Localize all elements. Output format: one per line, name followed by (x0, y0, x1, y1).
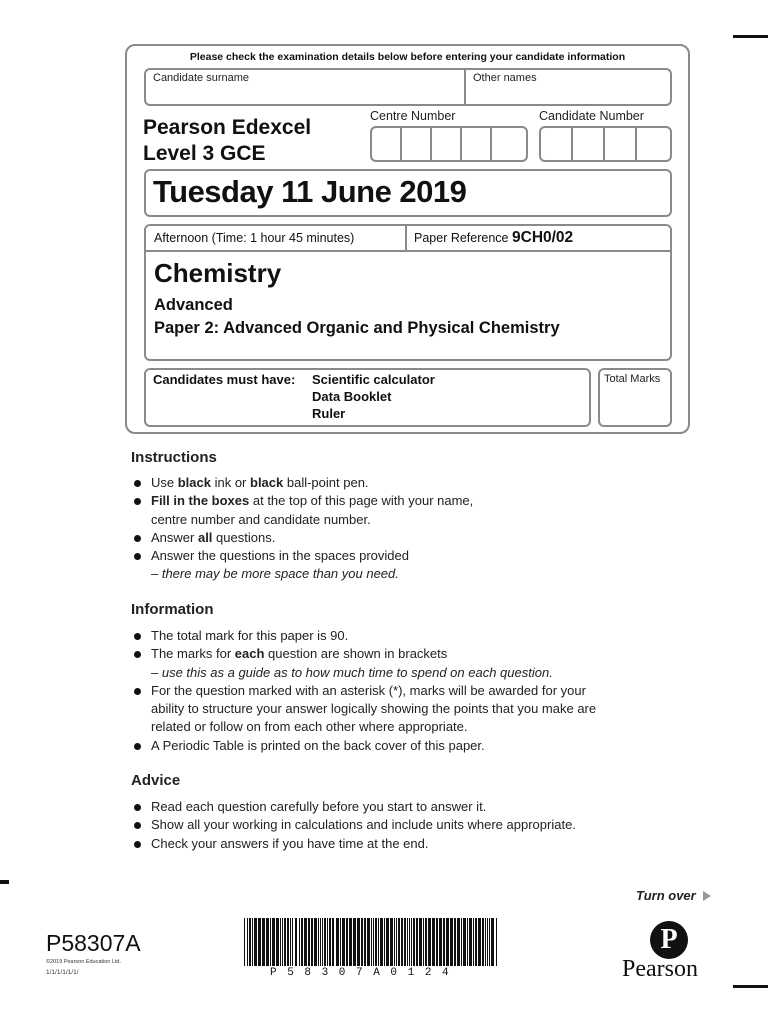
list-item: Show all your working in calculations and include units where appropriate. (132, 816, 692, 834)
centre-number-boxes[interactable] (370, 126, 528, 162)
barcode-bar (299, 918, 300, 966)
equipment-item: Data Booklet (312, 389, 392, 404)
session-split (405, 224, 407, 251)
name-divider (464, 68, 466, 106)
barcode-bar (390, 918, 393, 966)
barcode-bar (318, 918, 319, 966)
turn-over-label: Turn over (636, 888, 711, 903)
list-item: The marks for each question are shown in brackets (132, 645, 692, 663)
list-item: The total mark for this paper is 90. (132, 627, 692, 645)
barcode-bar (327, 918, 328, 966)
equipment-item: Ruler (312, 406, 346, 421)
barcode-bar (254, 918, 257, 966)
barcode-bar (398, 918, 400, 966)
barcode-bar (463, 918, 466, 966)
list-item-continuation: ability to structure your answer logically showing the points that you make are (151, 701, 597, 717)
list-item-continuation: related or follow on from each other where appropriate. (151, 719, 468, 735)
barcode-bar (428, 918, 431, 966)
barcode-bar (375, 918, 377, 966)
candidate-surname-field[interactable] (146, 86, 462, 104)
instructions-list (132, 474, 692, 584)
exam-board-line1: Pearson Edexcel (143, 116, 312, 139)
barcode-bar (324, 918, 326, 966)
barcode-bar (367, 918, 370, 966)
barcode-bar (461, 918, 462, 966)
barcode-bar (378, 918, 379, 966)
barcode-bar (467, 918, 468, 966)
list-item: A Periodic Table is printed on the back cover of this paper. (132, 737, 692, 755)
centre-number-digit-box[interactable] (402, 128, 432, 160)
barcode-bar (280, 918, 281, 966)
check-notice: Please check the examination details below before entering your candidate information (189, 51, 626, 63)
barcode-bar (432, 918, 435, 966)
barcode-bar (349, 918, 352, 966)
barcode-bar (443, 918, 445, 966)
information-heading: Information (131, 601, 214, 618)
barcode-bar (332, 918, 334, 966)
advice-heading: Advice (131, 772, 181, 789)
list-item-continuation: – use this as a guide as to how much time to spend on each question. (151, 664, 553, 680)
barcode-bar (252, 918, 253, 966)
other-names-label: Other names (473, 72, 537, 84)
barcode-bar (404, 918, 406, 966)
barcode-bar (394, 918, 395, 966)
paper-reference-row (414, 229, 573, 247)
barcode-bar (340, 918, 341, 966)
barcode-bar (371, 918, 372, 966)
barcode-bar (308, 918, 310, 966)
paper-code: P58307A (46, 930, 141, 956)
list-item: Fill in the boxes at the top of this page with your name, (132, 492, 692, 510)
copyright: ©2019 Pearson Education Ltd. (46, 959, 121, 965)
advice-list (132, 798, 692, 853)
barcode-bar (407, 918, 408, 966)
barcode-bar (380, 918, 383, 966)
barcode-bar (266, 918, 269, 966)
barcode-bar (425, 918, 427, 966)
barcode-bar (290, 918, 291, 966)
barcode-bar (423, 918, 424, 966)
barcode-bar (439, 918, 442, 966)
pearson-logo-text: Pearson (622, 956, 698, 982)
barcode-bar (314, 918, 317, 966)
barcode-bar (353, 918, 356, 966)
turn-over-arrow-icon (703, 891, 711, 901)
equipment-item: Scientific calculator (312, 372, 435, 387)
barcode-bar (320, 918, 321, 966)
barcode-bar (436, 918, 438, 966)
barcode-bar (364, 918, 366, 966)
barcode-bar (413, 918, 415, 966)
barcode-bar (247, 918, 248, 966)
session-info: Afternoon (Time: 1 hour 45 minutes) (154, 231, 355, 245)
candidate-number-digit-box[interactable] (573, 128, 605, 160)
barcode-bar (478, 918, 481, 966)
barcode-bar (244, 918, 245, 966)
barcode-bar (311, 918, 313, 966)
barcode-bar (249, 918, 251, 966)
centre-number-digit-box[interactable] (462, 128, 492, 160)
paper-title: Paper 2: Advanced Organic and Physical Chemistry (154, 319, 560, 337)
barcode-bar (361, 918, 363, 966)
barcode-bar (496, 918, 497, 966)
paper-reference-label: Paper Reference (414, 231, 509, 245)
instructions-heading: Instructions (131, 449, 217, 466)
barcode-bar (342, 918, 345, 966)
barcode-bar (304, 918, 307, 966)
barcode-bar (295, 918, 297, 966)
candidate-number-label: Candidate Number (539, 109, 644, 123)
barcode-bar (357, 918, 360, 966)
barcode-bar (457, 918, 460, 966)
barcode-bar (411, 918, 412, 966)
exam-date: Tuesday 11 June 2019 (153, 174, 467, 209)
barcode-bar (396, 918, 397, 966)
barcode-bar (473, 918, 474, 966)
barcode-bar (419, 918, 422, 966)
list-item-continuation: – there may be more space than you need. (151, 566, 399, 582)
list-item: Answer all questions. (132, 529, 692, 547)
centre-number-digit-box[interactable] (432, 128, 462, 160)
information-list (132, 627, 692, 755)
barcode-bar (491, 918, 494, 966)
barcode-bar (487, 918, 488, 966)
barcode-text: P 5 8 3 0 7 A 0 1 2 4 (270, 967, 451, 979)
barcode-bar (450, 918, 453, 966)
candidate-number-digit-box[interactable] (605, 128, 637, 160)
list-item: Read each question carefully before you start to answer it. (132, 798, 692, 816)
barcode-bar (258, 918, 261, 966)
subject-title: Chemistry (154, 258, 282, 288)
registration-mark-top-right (733, 35, 768, 38)
list-item: Answer the questions in the spaces provided (132, 547, 692, 565)
barcode-bar (287, 918, 289, 966)
barcode-bar (401, 918, 403, 966)
registration-mark-left (0, 880, 9, 884)
total-marks-label: Total Marks (604, 373, 661, 385)
barcode-bar (384, 918, 385, 966)
session-divider (144, 250, 672, 252)
list-item-continuation: centre number and candidate number. (151, 511, 371, 527)
barcode-bar (270, 918, 271, 966)
exam-board-line2: Level 3 GCE (143, 142, 266, 165)
list-item: Use black ink or black ball-point pen. (132, 474, 692, 492)
list-item: Check your answers if you have time at the end. (132, 835, 692, 853)
barcode-bar (284, 918, 286, 966)
barcode-bar (454, 918, 456, 966)
barcode (244, 918, 500, 968)
centre-number-digit-box[interactable] (372, 128, 402, 160)
barcode-bar (272, 918, 275, 966)
centre-number-digit-box[interactable] (492, 128, 522, 160)
barcode-bar (336, 918, 339, 966)
barcode-bar (292, 918, 293, 966)
centre-number-label: Centre Number (370, 109, 456, 123)
level: Advanced (154, 296, 233, 314)
pearson-logo-mark: P (650, 921, 688, 959)
registration-mark-bottom-right (733, 985, 768, 988)
barcode-bar (282, 918, 283, 966)
barcode-bar (373, 918, 374, 966)
candidate-number-boxes[interactable] (539, 126, 672, 162)
barcode-bar (322, 918, 323, 966)
barcode-bar (329, 918, 331, 966)
candidate-number-digit-box[interactable] (541, 128, 573, 160)
print-code: 1/1/1/1/1/1/ (46, 969, 79, 976)
candidate-number-digit-box[interactable] (637, 128, 670, 160)
paper-reference-code: 9CH0/02 (512, 229, 574, 246)
barcode-bar (301, 918, 303, 966)
candidate-surname-label: Candidate surname (153, 72, 250, 84)
other-names-field[interactable] (468, 86, 670, 104)
barcode-bar (475, 918, 477, 966)
barcode-bar (409, 918, 410, 966)
barcode-bar (482, 918, 484, 966)
list-item: For the question marked with an asterisk (*), marks will be awarded for your (132, 682, 692, 700)
barcode-bar (416, 918, 418, 966)
barcode-bar (346, 918, 348, 966)
barcode-bar (469, 918, 472, 966)
barcode-bar (262, 918, 265, 966)
barcode-bar (386, 918, 389, 966)
barcode-bar (276, 918, 279, 966)
barcode-bar (489, 918, 490, 966)
barcode-bar (446, 918, 449, 966)
candidates-must-have-label: Candidates must have: (153, 372, 296, 387)
barcode-bar (485, 918, 486, 966)
